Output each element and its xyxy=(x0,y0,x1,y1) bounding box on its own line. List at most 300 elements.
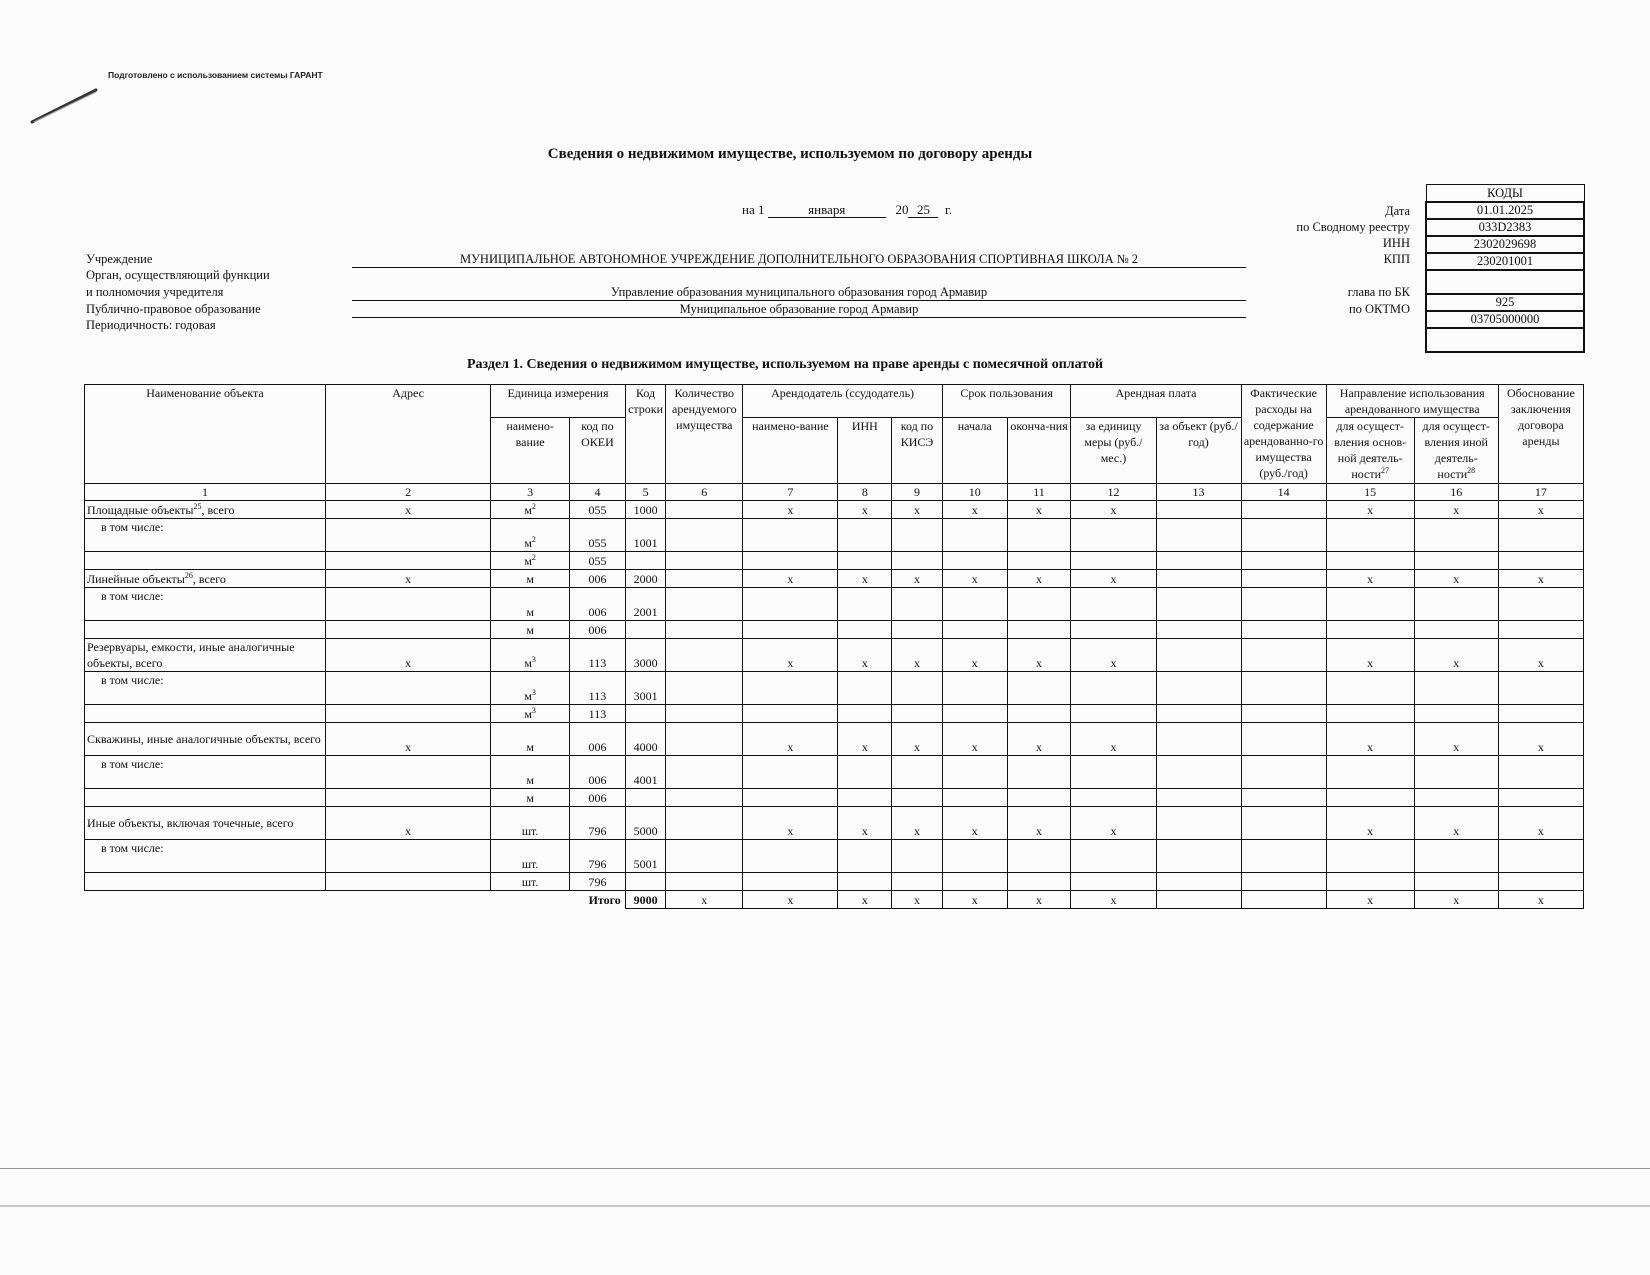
rent-obj-cell xyxy=(1156,807,1241,840)
empty-cell xyxy=(625,552,666,570)
code-date: 01.01.2025 xyxy=(1426,202,1584,219)
x-cell: x xyxy=(942,639,1007,672)
empty-cell xyxy=(1241,756,1326,789)
x-cell: x xyxy=(1326,723,1414,756)
x-cell: x xyxy=(942,723,1007,756)
table-body xyxy=(85,501,1584,909)
empty-cell xyxy=(1414,756,1498,789)
row-code-cell: 3000 xyxy=(625,639,666,672)
empty-cell xyxy=(892,519,943,552)
th-dir-main xyxy=(1326,418,1414,484)
empty-cell xyxy=(1007,705,1071,723)
empty-cell xyxy=(838,552,892,570)
empty-cell xyxy=(838,588,892,621)
empty-cell xyxy=(1007,672,1071,705)
empty-cell xyxy=(838,672,892,705)
address-cell: x xyxy=(326,570,491,588)
object-name xyxy=(85,639,326,672)
okei-cell: 113 xyxy=(570,672,626,705)
empty-cell xyxy=(1241,621,1326,639)
col-number: 15 xyxy=(1326,484,1414,501)
empty-cell xyxy=(666,519,743,552)
table-row-sub xyxy=(85,519,1584,552)
th-name: Наименование объекта xyxy=(85,385,326,484)
okei-cell: 006 xyxy=(570,789,626,807)
col-number: 5 xyxy=(625,484,666,501)
qty-cell xyxy=(666,807,743,840)
table-row-empty xyxy=(85,552,1584,570)
x-cell: x xyxy=(942,501,1007,519)
col-number: 12 xyxy=(1071,484,1156,501)
empty-cell xyxy=(1007,621,1071,639)
unit-name-cell xyxy=(491,501,570,519)
empty-cell xyxy=(1007,789,1071,807)
code-registry: 033D2383 xyxy=(1426,219,1584,236)
address-cell xyxy=(326,519,491,552)
th-lessor: Арендодатель (ссудодатель) xyxy=(743,385,943,418)
scan-edge-line xyxy=(0,1168,1650,1169)
code-oktmo: 03705000000 xyxy=(1426,311,1584,328)
x-cell: x xyxy=(1326,891,1414,909)
unit-text: шт. xyxy=(521,824,539,838)
label-organ-line1: Орган, осуществляющий функции xyxy=(86,268,270,282)
x-cell: x xyxy=(743,570,838,588)
empty-cell xyxy=(1326,672,1414,705)
date-month: января xyxy=(768,202,886,218)
empty-cell xyxy=(743,588,838,621)
empty-cell xyxy=(666,840,743,873)
unit-text: м xyxy=(524,656,532,670)
qty-cell xyxy=(666,723,743,756)
empty-cell xyxy=(1414,840,1498,873)
empty-cell xyxy=(666,873,743,891)
empty-cell xyxy=(1498,873,1583,891)
report-date-line xyxy=(742,202,952,218)
empty-cell xyxy=(1071,756,1156,789)
unit-text: м xyxy=(524,536,532,550)
empty-cell xyxy=(666,588,743,621)
expenses-cell xyxy=(1241,501,1326,519)
object-name-text: Иные объекты, включая точечные, всего xyxy=(87,816,294,830)
empty-cell xyxy=(838,873,892,891)
x-cell: x xyxy=(1414,501,1498,519)
empty-cell xyxy=(743,672,838,705)
x-cell: x xyxy=(1414,723,1498,756)
field-institution: МУНИЦИПАЛЬНОЕ АВТОНОМНОЕ УЧРЕЖДЕНИЕ ДОПОЛНИТЕЛЬНОГО ОБРАЗОВАНИЯ СПОРТИВНАЯ ШКОЛА № 2 xyxy=(352,251,1246,268)
empty-cell xyxy=(666,756,743,789)
x-cell: x xyxy=(1414,570,1498,588)
th-direction: Направление использования арендованного имущества xyxy=(1326,385,1498,418)
x-cell: x xyxy=(838,570,892,588)
including-label: в том числе: xyxy=(85,519,326,552)
row-code-cell: 4000 xyxy=(625,723,666,756)
unit-text: м xyxy=(526,622,534,637)
x-cell: x xyxy=(1326,639,1414,672)
col-number: 7 xyxy=(743,484,838,501)
okei-cell: 006 xyxy=(570,756,626,789)
empty-cell xyxy=(1498,756,1583,789)
empty-cell xyxy=(942,519,1007,552)
empty-cell xyxy=(1156,519,1241,552)
col-number: 2 xyxy=(326,484,491,501)
code-empty-2 xyxy=(1426,328,1584,352)
table-row-group-total xyxy=(85,807,1584,840)
page-title: Сведения о недвижимом имуществе, используемом по договору аренды xyxy=(547,146,1033,162)
x-cell: x xyxy=(1007,639,1071,672)
table-row-empty xyxy=(85,621,1584,639)
expenses-cell xyxy=(1241,807,1326,840)
x-cell: x xyxy=(1498,570,1583,588)
including-label: в том числе: xyxy=(85,672,326,705)
footnote-28: 28 xyxy=(1467,466,1476,475)
x-cell: x xyxy=(743,639,838,672)
including-label: в том числе: xyxy=(85,588,326,621)
empty-cell xyxy=(1007,840,1071,873)
empty-cell xyxy=(1241,588,1326,621)
unit-name-cell xyxy=(491,705,570,723)
empty-cell xyxy=(1241,873,1326,891)
address-cell: x xyxy=(326,501,491,519)
scan-edge-band xyxy=(0,1205,1650,1207)
unit-name-cell xyxy=(491,873,570,891)
unit-superscript: 2 xyxy=(531,552,536,562)
section-title: Раздел 1. Сведения о недвижимом имуществе, используемом на праве аренды с помесячной оплатой xyxy=(466,357,1104,372)
label-organ-line2: и полномочия учредителя xyxy=(86,285,224,299)
empty-cell xyxy=(892,756,943,789)
code-kpp: 230201001 xyxy=(1426,253,1584,270)
empty-cell xyxy=(1071,873,1156,891)
empty-cell xyxy=(666,705,743,723)
empty-cell xyxy=(85,621,326,639)
empty-cell xyxy=(942,789,1007,807)
x-cell: x xyxy=(743,723,838,756)
th-address: Адрес xyxy=(326,385,491,484)
th-term-end: оконча-ния xyxy=(1007,418,1071,484)
row-code-cell: 5001 xyxy=(625,840,666,873)
qty-cell xyxy=(666,639,743,672)
empty-cell xyxy=(942,873,1007,891)
object-name-text: Линейные объекты xyxy=(87,571,185,586)
label-public-entity: Публично-правовое образование xyxy=(86,302,261,316)
empty-cell xyxy=(1071,552,1156,570)
x-cell: x xyxy=(1071,891,1156,909)
x-cell: x xyxy=(1498,501,1583,519)
col-number: 10 xyxy=(942,484,1007,501)
empty-cell xyxy=(1241,519,1326,552)
empty-cell xyxy=(1326,588,1414,621)
unit-text: м xyxy=(526,571,534,586)
col-number: 6 xyxy=(666,484,743,501)
empty-cell xyxy=(625,705,666,723)
unit-name-cell xyxy=(491,840,570,873)
code-inn: 2302029698 xyxy=(1426,236,1584,253)
th-rent-unit: за единицу меры (руб./мес.) xyxy=(1071,418,1156,484)
x-cell: x xyxy=(1071,639,1156,672)
x-cell: x xyxy=(743,501,838,519)
object-name-suffix: , всего xyxy=(201,502,235,517)
unit-superscript: 3 xyxy=(531,705,536,715)
x-cell: x xyxy=(1414,891,1498,909)
empty-cell xyxy=(666,552,743,570)
qty-cell xyxy=(666,570,743,588)
empty-cell xyxy=(1326,789,1414,807)
empty-cell xyxy=(1414,672,1498,705)
unit-text: м xyxy=(524,502,532,517)
empty-cell xyxy=(1241,552,1326,570)
empty-cell xyxy=(942,588,1007,621)
x-cell: x xyxy=(1326,501,1414,519)
empty-cell xyxy=(743,552,838,570)
unit-superscript: 3 xyxy=(531,688,536,697)
object-name-text: Резервуары, емкости, иные аналогичные объекты, всего xyxy=(87,640,295,670)
col-number: 3 xyxy=(491,484,570,501)
empty-cell xyxy=(942,705,1007,723)
empty-cell xyxy=(1498,621,1583,639)
x-cell: x xyxy=(1498,723,1583,756)
okei-cell: 006 xyxy=(570,588,626,621)
x-cell: x xyxy=(1498,807,1583,840)
empty-cell xyxy=(1156,672,1241,705)
okei-cell: 796 xyxy=(570,840,626,873)
column-numbers-row xyxy=(85,484,1584,501)
table-row-group-total xyxy=(85,639,1584,672)
unit-text: м xyxy=(526,790,534,805)
x-cell: x xyxy=(1326,807,1414,840)
address-cell xyxy=(326,672,491,705)
empty-cell xyxy=(892,873,943,891)
empty-cell xyxy=(838,519,892,552)
code-empty xyxy=(1426,270,1584,294)
empty-cell xyxy=(666,789,743,807)
empty-cell xyxy=(666,672,743,705)
th-dir-main-text: для осущест-вления основ-ной деятель-ности xyxy=(1334,419,1407,481)
empty-cell xyxy=(1241,840,1326,873)
empty-cell xyxy=(743,789,838,807)
unit-name-cell xyxy=(491,519,570,552)
table-row-empty xyxy=(85,873,1584,891)
col-number: 4 xyxy=(570,484,626,501)
rent-obj-cell xyxy=(1156,723,1241,756)
object-name-text: Скважины, иные аналогичные объекты, всего xyxy=(87,732,321,746)
empty-cell xyxy=(743,840,838,873)
empty-cell xyxy=(838,705,892,723)
col-number: 11 xyxy=(1007,484,1071,501)
x-cell: x xyxy=(892,807,943,840)
x-cell: x xyxy=(892,723,943,756)
okei-cell: 113 xyxy=(570,705,626,723)
empty-cell xyxy=(1156,789,1241,807)
empty-cell xyxy=(1156,840,1241,873)
address-cell xyxy=(326,588,491,621)
table-row-sub xyxy=(85,840,1584,873)
row-code-cell: 2000 xyxy=(625,570,666,588)
empty-cell xyxy=(85,705,326,723)
empty-cell xyxy=(1326,756,1414,789)
th-unit: Единица измерения xyxy=(491,385,626,418)
including-label: в том числе: xyxy=(85,756,326,789)
x-cell: x xyxy=(942,570,1007,588)
address-cell xyxy=(326,840,491,873)
x-cell: x xyxy=(1498,639,1583,672)
rent-obj-cell xyxy=(1156,639,1241,672)
okei-cell: 006 xyxy=(570,621,626,639)
expenses-cell xyxy=(1241,891,1326,909)
label-registry: по Сводному реестру xyxy=(1296,220,1410,234)
empty-cell xyxy=(1241,789,1326,807)
footnote-mark: 26 xyxy=(184,570,193,580)
col-number: 13 xyxy=(1156,484,1241,501)
row-code-cell: 3001 xyxy=(625,672,666,705)
x-cell: x xyxy=(942,891,1007,909)
empty-cell xyxy=(838,756,892,789)
okei-cell: 055 xyxy=(570,519,626,552)
table-row-sub xyxy=(85,672,1584,705)
empty-cell xyxy=(892,672,943,705)
unit-name-cell xyxy=(491,756,570,789)
table-row-group-total xyxy=(85,501,1584,519)
table-row-group-total xyxy=(85,723,1584,756)
empty-cell xyxy=(1326,873,1414,891)
date-suffix: г. xyxy=(944,202,953,217)
table-row-empty xyxy=(85,705,1584,723)
th-lessor-kise: код по КИСЭ xyxy=(892,418,943,484)
empty-cell xyxy=(1326,840,1414,873)
empty-cell xyxy=(1156,756,1241,789)
pen-stroke-mark xyxy=(30,88,98,124)
empty-cell xyxy=(1498,588,1583,621)
label-date: Дата xyxy=(1385,204,1410,218)
label-inn: ИНН xyxy=(1382,236,1410,250)
codes-table xyxy=(1425,184,1585,353)
col-number: 1 xyxy=(85,484,326,501)
x-cell: x xyxy=(1326,570,1414,588)
empty-cell xyxy=(1156,705,1241,723)
col-number: 9 xyxy=(892,484,943,501)
th-dir-other xyxy=(1414,418,1498,484)
unit-text: м xyxy=(524,689,532,703)
empty-cell xyxy=(1071,588,1156,621)
x-cell: x xyxy=(1414,639,1498,672)
expenses-cell xyxy=(1241,570,1326,588)
object-name xyxy=(85,570,326,588)
empty-cell xyxy=(1498,840,1583,873)
unit-name-cell xyxy=(491,570,570,588)
label-bk: глава по БК xyxy=(1347,285,1410,299)
object-name xyxy=(85,807,326,840)
empty-cell xyxy=(625,873,666,891)
table-row-empty xyxy=(85,789,1584,807)
object-name xyxy=(85,501,326,519)
empty-cell xyxy=(85,789,326,807)
th-rent: Арендная плата xyxy=(1071,385,1241,418)
empty-cell xyxy=(1326,519,1414,552)
empty-cell xyxy=(892,840,943,873)
x-cell: x xyxy=(743,891,838,909)
address-cell xyxy=(326,552,491,570)
empty-cell xyxy=(1071,519,1156,552)
empty-cell xyxy=(1414,789,1498,807)
qty-cell xyxy=(666,501,743,519)
expenses-cell xyxy=(1241,723,1326,756)
empty-cell xyxy=(1156,621,1241,639)
empty-cell xyxy=(625,621,666,639)
okei-cell: 055 xyxy=(570,552,626,570)
x-cell: x xyxy=(743,807,838,840)
empty-cell xyxy=(666,621,743,639)
x-cell: x xyxy=(838,723,892,756)
footnote-mark: 25 xyxy=(193,501,202,511)
col-number: 14 xyxy=(1241,484,1326,501)
th-lessor-inn: ИНН xyxy=(838,418,892,484)
okei-cell: 006 xyxy=(570,570,626,588)
unit-text: м xyxy=(524,706,532,721)
th-unit-name: наимено-вание xyxy=(491,418,570,484)
x-cell: x xyxy=(892,639,943,672)
unit-text: шт. xyxy=(521,874,539,889)
col-number: 16 xyxy=(1414,484,1498,501)
address-cell xyxy=(326,621,491,639)
table-row-sub xyxy=(85,588,1584,621)
garant-note: Подготовлено с использованием системы ГАРАНТ xyxy=(108,70,323,80)
empty-cell xyxy=(942,552,1007,570)
unit-superscript: 3 xyxy=(531,655,536,664)
empty-cell xyxy=(942,840,1007,873)
empty-cell xyxy=(743,705,838,723)
unit-text: м xyxy=(526,740,534,754)
empty-cell xyxy=(838,621,892,639)
unit-superscript: 2 xyxy=(531,535,536,544)
unit-text: м xyxy=(526,773,534,787)
unit-text: шт. xyxy=(521,857,539,871)
x-cell: x xyxy=(1414,807,1498,840)
empty-cell xyxy=(743,873,838,891)
empty-cell xyxy=(1071,789,1156,807)
object-name-suffix: , всего xyxy=(192,571,226,586)
address-cell: x xyxy=(326,639,491,672)
empty-cell xyxy=(892,789,943,807)
empty-cell xyxy=(1414,588,1498,621)
empty-cell xyxy=(1007,519,1071,552)
x-cell: x xyxy=(1007,501,1071,519)
empty-cell xyxy=(1071,621,1156,639)
table-row-sub xyxy=(85,756,1584,789)
row-code-cell: 1001 xyxy=(625,519,666,552)
address-cell xyxy=(326,705,491,723)
x-cell: x xyxy=(1007,570,1071,588)
rent-obj-cell xyxy=(1156,501,1241,519)
object-name xyxy=(85,723,326,756)
th-unit-code: код по ОКЕИ xyxy=(570,418,626,484)
x-cell: x xyxy=(666,891,743,909)
address-cell xyxy=(326,789,491,807)
empty-cell xyxy=(1414,873,1498,891)
unit-superscript: 2 xyxy=(531,501,536,511)
empty-cell xyxy=(838,840,892,873)
empty-cell xyxy=(942,672,1007,705)
empty-cell xyxy=(1414,621,1498,639)
x-cell: x xyxy=(892,501,943,519)
empty-cell xyxy=(1326,705,1414,723)
rent-obj-cell xyxy=(1156,570,1241,588)
row-code-cell: 2001 xyxy=(625,588,666,621)
th-basis: Обоснование заключения договора аренды xyxy=(1498,385,1583,484)
label-kpp: КПП xyxy=(1383,252,1410,266)
table-row-total xyxy=(85,891,1584,909)
th-lessor-name: наимено-вание xyxy=(743,418,838,484)
footnote-27: 27 xyxy=(1381,466,1390,475)
codes-header: КОДЫ xyxy=(1426,185,1584,203)
th-qty: Количество арендуемого имущества xyxy=(666,385,743,484)
